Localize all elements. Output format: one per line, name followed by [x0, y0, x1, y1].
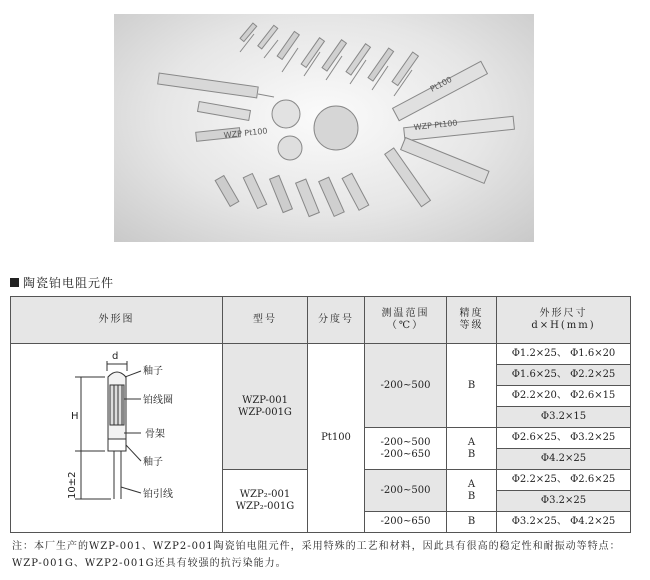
label-platinum-lead: 铂引线: [143, 489, 173, 500]
header-precision: 精度 等级: [447, 297, 497, 344]
label-glaze-bottom: 釉子: [143, 457, 163, 468]
dims-cell: Φ1.6×25、 Φ2.2×25: [497, 365, 631, 386]
small-elements-upper: [240, 23, 418, 96]
footnote: 注：本厂生产的WZP-001、WZP2-001陶瓷铂电阻元件，采用特殊的工艺和材料，因此具有很高的稳定性和耐振动等特点：WZP-001G、WZP2-001G还具有较强的抗污染能力。: [12, 541, 621, 569]
range-cell: -200~500 -200~650: [365, 428, 447, 470]
header-shape: 外形图: [11, 297, 223, 344]
header-model: 型号: [223, 297, 308, 344]
svg-text:WZP Pt100: WZP Pt100: [223, 126, 268, 140]
product-photo: [114, 14, 534, 242]
precision-cell: B: [447, 512, 497, 533]
grade-cell: Pt100: [308, 344, 365, 533]
svg-text:WZP Pt100: WZP Pt100: [413, 118, 458, 132]
label-glaze-top: 釉子: [143, 366, 163, 377]
svg-text:Pt100: Pt100: [428, 74, 454, 94]
label-frame: 骨架: [145, 429, 165, 440]
dims-cell: Φ3.2×25、 Φ4.2×25: [497, 512, 631, 533]
header-dims: 外形尺寸 d×H(mm): [497, 297, 631, 344]
dims-cell: Φ2.2×20、 Φ2.6×15: [497, 386, 631, 407]
precision-cell: B: [447, 344, 497, 428]
label-platinum-coil: 铂线圈: [143, 395, 173, 406]
dims-cell: Φ3.2×25: [497, 491, 631, 512]
precision-cell: A B: [447, 428, 497, 470]
product-photo-art: [114, 14, 534, 242]
dim-h-label: H: [71, 411, 79, 422]
dims-cell: Φ3.2×15: [497, 407, 631, 428]
header-temp-range: 测温范围 （℃）: [365, 297, 447, 344]
range-cell: -200~500: [365, 470, 447, 512]
dims-cell: Φ2.6×25、 Φ3.2×25: [497, 428, 631, 449]
range-cell: -200~650: [365, 512, 447, 533]
small-elements-lower: [215, 173, 369, 216]
range-cell: -200~500: [365, 344, 447, 428]
dims-cell: Φ1.2×25、 Φ1.6×20: [497, 344, 631, 365]
dims-cell: Φ4.2×25: [497, 449, 631, 470]
section-title-text: 陶瓷铂电阻元件: [23, 276, 115, 290]
precision-cell: A B: [447, 470, 497, 512]
model-group-2: WZP₂-001 WZP₂-001G: [223, 470, 308, 533]
square-bullet-icon: [10, 278, 19, 287]
section-title: [10, 274, 114, 291]
dim-d-label: d: [112, 351, 119, 362]
element-diagram: [11, 347, 222, 512]
dims-cell: Φ2.2×25、 Φ2.6×25: [497, 470, 631, 491]
model-group-1: WZP-001 WZP-001G: [223, 344, 308, 470]
header-grade: 分度号: [308, 297, 365, 344]
dim-lead-label: 10±2: [67, 471, 78, 499]
